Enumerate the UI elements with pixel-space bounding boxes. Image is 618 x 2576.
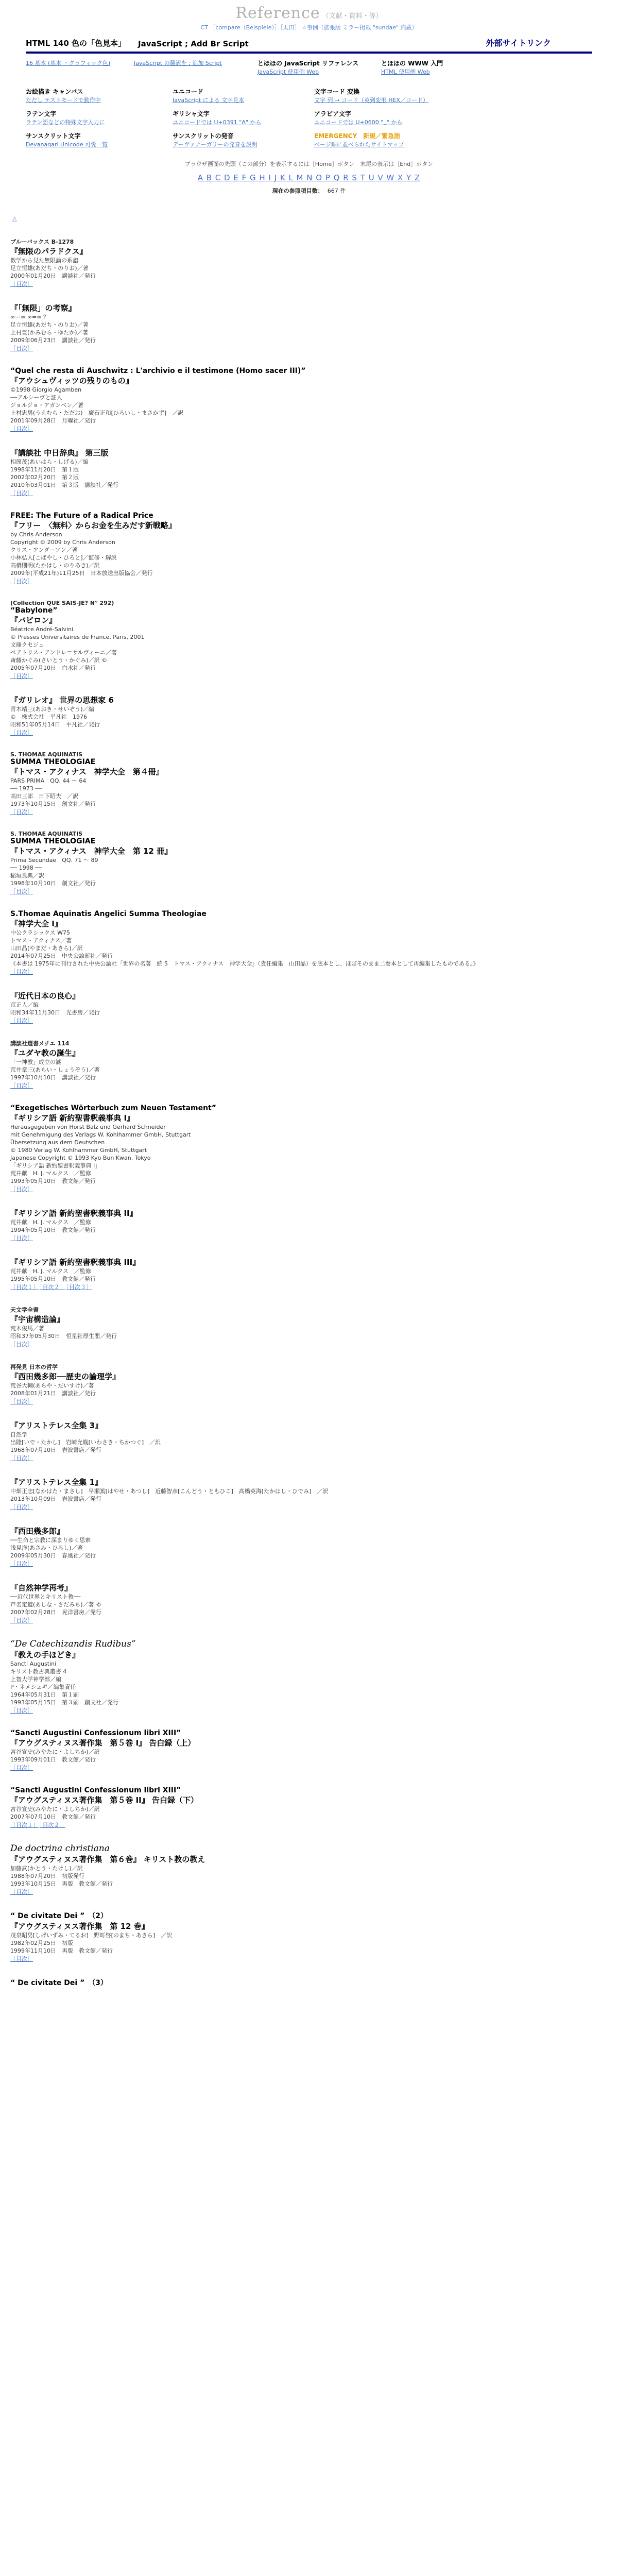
entry-detail: 1995年05月10日 教文館／発行	[10, 1276, 96, 1282]
alphabet-index[interactable]	[0, 173, 618, 182]
tool-link[interactable]: ただし テストモードで動作中	[26, 97, 101, 104]
entry-detail: ── 1973 ──	[10, 785, 42, 792]
reference-count	[0, 187, 618, 195]
tool-title: お絵描き キャンバス	[26, 88, 83, 95]
tool-sanskrit[interactable]	[26, 131, 167, 148]
entry-title: 『アウグスティヌス著作集 第６巻』 キリスト教の教え	[10, 1855, 205, 1864]
entry-detail: 浅見洋(あさみ・ひろし)／著	[10, 1545, 83, 1551]
reference-entry	[10, 910, 603, 976]
tool-link[interactable]: JavaScript による 文字見本	[173, 97, 245, 104]
entry-detail: 数学から見た無限論の系譜	[10, 257, 78, 264]
toc-link[interactable]: ［目次］	[10, 1889, 33, 1895]
entry-original-title: “Babylone”	[10, 606, 58, 615]
nav-breadcrumb[interactable]	[0, 23, 618, 31]
toc-link[interactable]: ［目次３］	[66, 1284, 92, 1291]
tool-title: サンスクリット文字	[26, 132, 81, 140]
nav-javascript[interactable]: JavaScript ; Add Br Script	[138, 39, 249, 48]
entry-series: ブルーバックス B-1278	[10, 239, 74, 245]
tool-link[interactable]: デーヴァナーガリーの発音を説明	[173, 141, 258, 148]
entry-original-title: “ De civitate Dei ” （2）	[10, 1912, 108, 1920]
entry-detail: 2009年06月23日 講談社／発行	[10, 337, 96, 344]
toc-link[interactable]: ［目次］	[10, 1707, 33, 1714]
entry-title: 『ギリシア語 新約聖書釈義事典 II』	[10, 1209, 138, 1218]
subnav-link[interactable]: JavaScript 使用例 Web	[258, 69, 319, 75]
entry-title: 『トマス・アクィナス 神学大全 第 12 冊』	[10, 846, 173, 856]
entry-detail: 昭和37年05月30日 恒星社厚生閣／発行	[10, 1333, 117, 1340]
entry-title: 『トマス・アクィナス 神学大全 第４冊』	[10, 767, 164, 776]
subnav-title: とほほの JavaScript リファレンス	[258, 60, 359, 67]
entry-detail: 2005年07月10日 白水社／発行	[10, 665, 96, 671]
reference-entry	[10, 238, 603, 288]
entry-original-title: “Exegetisches Wörterbuch zum Neuen Testament”	[10, 1104, 216, 1112]
entry-detail: トマス・アクィナス／著	[10, 937, 72, 944]
entry-detail: 2009年(平成21年)11月25日 日本放送出版協会／発行	[10, 570, 153, 577]
entry-detail: 荒井献 H. J. マルクス ／監修	[10, 1170, 91, 1177]
site-subtitle: （文献・資料・等）	[322, 12, 383, 20]
entry-detail: 2002年02月20日 第２版	[10, 474, 79, 481]
entry-series: S. THOMAE AQUINATIS	[10, 831, 83, 837]
entry-detail: 《本書は 1975年に刊行された中央公論社「世界の名著 続 5 トマス・アクィナス 神学大全」（責任編集 山田晶）を底本とし、ほぼそのまま二巻本として再編集したものである。》	[10, 960, 479, 967]
entry-detail: 1973年10月15日 創文社／発行	[10, 801, 96, 807]
entry-original-title: De doctrina christiana	[10, 1843, 110, 1854]
entry-detail: 小林弘人[こばやし・ひろと]／監修・解説	[10, 554, 117, 561]
reference-entry	[10, 1306, 603, 1348]
reference-list	[10, 238, 603, 1988]
toc-link[interactable]: ［目次］	[10, 281, 33, 287]
tool-latin[interactable]	[26, 109, 167, 126]
entry-detail: 昭和51年05月14日 平凡社／発行	[10, 721, 100, 728]
entry-series: 天文学全書	[10, 1307, 39, 1313]
tool-empty	[456, 109, 597, 126]
entry-detail: 1994年05月10日 教文館／発行	[10, 1227, 96, 1233]
entry-detail: 稲垣良典／訳	[10, 872, 44, 879]
entry-detail: 高田三郎 日下昭夫 ／訳	[10, 793, 78, 800]
entry-detail: © 株式会社 平凡社 1976	[10, 714, 87, 720]
entry-title: 『「無限」の考察』	[10, 303, 76, 313]
entry-original-title: “Sancti Augustini Confessionum libri XIII”	[10, 1786, 181, 1794]
entry-detail: 中公クラシックス W75	[10, 929, 71, 936]
entry-detail: 1964年05月31日 第１刷	[10, 1691, 79, 1698]
tool-title: ユニコード	[173, 88, 204, 95]
tool-link[interactable]: 文字 列 → コード（英到変形 HEX／コード）	[314, 97, 428, 104]
entry-links	[10, 425, 603, 433]
entry-title: 『西田幾多郎』	[10, 1527, 65, 1536]
tool-emergency[interactable]	[314, 131, 451, 148]
entry-links	[10, 489, 603, 497]
entry-detail: 2009年05月30日 春風社／発行	[10, 1552, 96, 1559]
entry-title: 『アリストテレス全集 3』	[10, 1421, 103, 1430]
subnav-cell	[26, 59, 113, 76]
entry-links	[10, 887, 603, 895]
reference-entry	[10, 1910, 603, 1963]
entry-detail: 2001年09月28日 月曜社／発行	[10, 417, 96, 424]
entry-series: 再発見 日本の哲学	[10, 1364, 58, 1370]
toc-link[interactable]: ［目次］	[10, 1341, 33, 1348]
entry-series: S. THOMAE AQUINATIS	[10, 751, 83, 758]
entry-original-title: FREE: The Future of a Radical Price	[10, 512, 153, 520]
entry-links	[10, 808, 603, 816]
toc-link[interactable]: ［目次］	[10, 1398, 33, 1405]
toc-link[interactable]: ［目次］	[10, 1455, 33, 1462]
entry-title: 『講談社 中日辞典』 第三版	[10, 448, 109, 457]
entry-links	[10, 1283, 603, 1291]
entry-detail: 1988年07月20日 初版発行	[10, 1873, 84, 1879]
entry-links	[10, 1706, 603, 1715]
entry-title: 『西田幾多郎──歴史の論理学』	[10, 1372, 121, 1381]
tool-greek[interactable]	[173, 109, 309, 126]
entry-detail: 宮谷宣史(みやたに・よしちか)／訳	[10, 1806, 100, 1812]
count-value: 667 件	[327, 188, 346, 194]
reference-entry	[10, 1977, 603, 1988]
reference-entry	[10, 1420, 603, 1462]
reference-entry	[10, 694, 603, 737]
entry-detail: 2007年07月10日 教文館／発行	[10, 1814, 96, 1820]
entry-detail: 荒谷大輔(あらや・だいすけ)／著	[10, 1382, 94, 1389]
entry-detail: © 1980 Verlag W. Kohlhammer GmbH, Stuttgart	[10, 1147, 147, 1154]
entry-original-title: “Sancti Augustini Confessionum libri XIII”	[10, 1729, 181, 1737]
tool-title: EMERGENCY 新規／緊急語	[314, 132, 401, 140]
toc-link[interactable]: ［目次］	[10, 1018, 33, 1024]
entry-detail: 1999年11月10日 再版 教文館／発行	[10, 1947, 113, 1954]
toc-link[interactable]: ［目次］	[10, 1561, 33, 1567]
entry-links	[10, 1340, 603, 1348]
tool-link[interactable]: ページ順に並べられたサイトマップ	[314, 141, 404, 148]
entry-title: 『ガリレオ』 世界の思想家 6	[10, 696, 114, 705]
toc-link[interactable]: ［目次］	[10, 1186, 33, 1193]
entry-detail: 上智大学神学部／編	[10, 1676, 61, 1683]
entry-detail: 相原茂(あいはら・しげる)／編	[10, 459, 89, 465]
entry-detail: 1993年09月01日 教文館／発行	[10, 1756, 96, 1763]
entry-detail: 上村忠男(うえむら・ただお) 廣石正和[ひろいし・まさかず] ／訳	[10, 410, 184, 416]
entry-detail: 荒井献 H. J. マルクス ／監修	[10, 1219, 91, 1226]
reference-entry	[10, 1729, 603, 1772]
entry-detail: ──アルシーヴと証人	[10, 394, 62, 401]
entry-title: 『アウグスティヌス著作集 第５巻 I』 告白録（上）	[10, 1738, 196, 1748]
entry-links	[10, 1454, 603, 1462]
entry-original-title: SUMMA THEOLOGIAE	[10, 758, 96, 766]
tool-title: ラテン文字	[26, 110, 57, 117]
toc-link[interactable]: ［目次］	[10, 1617, 33, 1624]
entry-title: 『アウグスティヌス著作集 第 12 巻』	[10, 1922, 149, 1931]
entry-detail: 1998年11月20日 第１版	[10, 466, 79, 473]
entry-detail: 1993年05月10日 教文館／発行	[10, 1178, 96, 1184]
entry-detail: Herausgegeben von Horst Balz und Gerhard Schneider	[10, 1124, 166, 1130]
entry-detail: 「一神教」成立の謎	[10, 1059, 61, 1065]
entry-detail: 加藤武(かとう・たけし)／訳	[10, 1865, 83, 1872]
entry-detail: 1968年07月10日 岩波書店／発行	[10, 1447, 101, 1453]
entry-detail: 自然学	[10, 1431, 27, 1438]
tool-empty	[456, 87, 597, 104]
reference-entry	[10, 1039, 603, 1090]
tool-link[interactable]: ユニコードでは U+0391 "A" から	[173, 119, 262, 126]
entry-links	[10, 344, 603, 352]
tool-link[interactable]: Devanagari Unicode 可愛一覧	[26, 141, 108, 148]
entry-detail: 「ギリシア語 新約聖書釈義事典 I」	[10, 1162, 101, 1169]
entry-links	[10, 1397, 603, 1405]
toc-link[interactable]: ［目次］	[10, 1235, 33, 1242]
tool-unicode[interactable]	[173, 87, 309, 104]
entry-detail: 2013年10月09日 岩波書店／発行	[10, 1496, 101, 1502]
tool-title: サンスクリットの発音	[173, 132, 234, 140]
reference-entry	[10, 831, 603, 895]
entry-detail: 1998年10月10日 創文社／発行	[10, 880, 96, 887]
reference-entry	[10, 1639, 603, 1715]
entry-original-title: “Quel che resta di Auschwitz : L'archivio e il testimone (Homo sacer III)”	[10, 367, 306, 375]
entry-detail: 宮谷宣史(みやたに・よしちか)／訳	[10, 1749, 100, 1755]
entry-detail: ── 1998 ──	[10, 865, 42, 871]
tool-empty	[456, 131, 597, 148]
entry-links	[10, 728, 603, 737]
reference-entry	[10, 600, 603, 680]
toc-link[interactable]: ［目次］	[10, 673, 33, 680]
entry-detail: Prima Secundae QQ. 71 ～ 89	[10, 857, 98, 863]
tool-link[interactable]: ユニコードでは U+0600 "؀" から	[314, 119, 403, 126]
subnav-cell	[258, 59, 360, 76]
subnav-link[interactable]: 16 基本 (基本 ・グラフィック色)	[26, 60, 111, 66]
entry-links	[10, 1560, 603, 1568]
toc-link[interactable]: ［目次］	[10, 888, 33, 895]
entry-title: 『無限のパラドクス』	[10, 247, 88, 256]
toc-link[interactable]: ［目次］	[10, 1956, 33, 1962]
tool-arabic[interactable]	[314, 109, 451, 126]
reference-entry	[10, 1786, 603, 1829]
entry-detail: 1993年10月15日 再版 教文館／発行	[10, 1880, 113, 1887]
entry-detail: 昭和34年11月30日 光書房／発行	[10, 1009, 100, 1016]
entry-detail: ベアトリス・アンドレ＝サルヴィーニ／著	[10, 649, 117, 656]
entry-detail: Übersetzung aus dem Deutschen	[10, 1139, 105, 1146]
entry-detail: PARS PRIMA QQ. 44 ～ 64	[10, 777, 87, 784]
entry-detail: 1997年10月10日 講談社／発行	[10, 1074, 96, 1081]
entry-detail: 足立恒雄(あだち・のりお)／著	[10, 265, 89, 272]
reference-entry	[10, 1208, 603, 1242]
entry-links	[10, 1081, 603, 1090]
nav-color-sample[interactable]: HTML 140 色の「色見本」	[26, 39, 126, 48]
entry-detail: キリスト教古典叢書 4	[10, 1668, 67, 1675]
entry-original-title: SUMMA THEOLOGIAE	[10, 837, 96, 845]
entry-links	[10, 1234, 603, 1242]
subnav-link[interactable]: JavaScript の翻訳を ; 追加 Script	[134, 60, 222, 66]
top-nav	[26, 37, 592, 54]
entry-links	[10, 1616, 603, 1624]
entry-series: 講談社選書メチエ 114	[10, 1040, 70, 1047]
reference-entry	[10, 302, 603, 352]
toc-link[interactable]: ［目次］	[10, 490, 33, 497]
subnav-cell	[134, 59, 237, 76]
entry-links	[10, 577, 603, 585]
nav-breadcrumb-link[interactable]: CT ［compare（Beispiele）］［太田］ ☆事例（拡張版 ミラー掲載 "sundae" 内蔵）	[200, 24, 418, 31]
tool-grid	[26, 87, 592, 148]
toc-link[interactable]: ［目次］	[10, 1765, 33, 1771]
entry-detail: 2008年01月21日 講談社／発行	[10, 1390, 96, 1397]
entry-links	[10, 280, 603, 288]
reference-entry	[10, 1477, 603, 1511]
toc-link[interactable]: ［目次１］	[10, 1822, 39, 1828]
reference-entry	[10, 1257, 603, 1291]
toc-link[interactable]: ［目次］	[10, 578, 33, 585]
site-header	[0, 0, 618, 31]
entry-title: 『自然神学再考』	[10, 1583, 73, 1592]
entry-links	[10, 1821, 603, 1829]
toc-link[interactable]: ［目次１］	[10, 1284, 39, 1291]
nav-external-links[interactable]: 外部サイトリンク	[486, 38, 551, 48]
entry-detail: 芦名定道(あしな・さだみち)／著 ©	[10, 1601, 102, 1608]
tool-title: 文字コード 変換	[314, 88, 360, 95]
entry-detail: by Chris Anderson	[10, 531, 62, 538]
entry-detail: ジョルジョ・アガンベン／著	[10, 402, 84, 409]
entry-original-title: “De Catechizandis Rudibus”	[10, 1639, 136, 1649]
reference-entry	[10, 1104, 603, 1193]
entry-detail: 荒木俊馬／著	[10, 1325, 44, 1332]
entry-links	[10, 1185, 603, 1193]
reference-entry	[10, 447, 603, 497]
toc-link[interactable]: ［目次２］	[40, 1284, 65, 1291]
entry-detail: 荒井献 H. J. マルクス ／監修	[10, 1268, 91, 1275]
entry-title: 『フリー 〈無料〉からお金を生みだす新戦略』	[10, 521, 176, 530]
subnav-link[interactable]: HTML 使用例 Web	[381, 69, 430, 75]
entry-detail: Japanese Copyright © 1993 Kyo Bun Kwan, Tokyo	[10, 1155, 151, 1161]
entry-title: 『アリストテレス全集 1』	[10, 1478, 103, 1487]
reference-entry	[10, 1526, 603, 1568]
entry-detail: 中畑正志[なかはた・まさし] 早瀬篤[はやせ・あつし] 近藤智彦[こんどう・ともひこ] 高橋英海[たかはし・ひでみ] ／訳	[10, 1488, 329, 1495]
entry-links	[10, 1888, 603, 1896]
entry-detail: 青木靖三(あおき・せいぞう)／編	[10, 706, 94, 713]
entry-detail: Béatrice André-Salvini	[10, 626, 74, 633]
reference-entry	[10, 512, 603, 585]
entry-detail: ──生命と宗教に深まりゆく思索	[10, 1537, 91, 1544]
entry-detail: 2010年03月01日 第３版 講談社／発行	[10, 482, 118, 488]
entry-detail: Copyright © 2009 by Chris Anderson	[10, 539, 115, 546]
tool-sanskrit-pronunciation[interactable]	[173, 131, 309, 148]
toc-link[interactable]: ［目次］	[10, 730, 33, 736]
entry-detail: Sancti Augustini	[10, 1660, 57, 1667]
tool-title: アラビア文字	[314, 110, 352, 117]
entry-detail: 2007年02月28日 晃洋書房／発行	[10, 1609, 101, 1616]
site-title	[0, 4, 618, 22]
entry-detail: 1993年05月15日 第３刷 創文社／発行	[10, 1699, 118, 1706]
entry-links	[10, 672, 603, 680]
entry-detail: 出隆[いで・たかし] 岩崎允胤[いわさき・ちかつぐ] ／訳	[10, 1439, 161, 1446]
entry-detail: 荒正人／編	[10, 1002, 39, 1008]
toc-link[interactable]: ［目次］	[10, 1504, 33, 1511]
entry-detail: 斎藤かぐみ(さいとう・かぐみ)／訳 ©	[10, 657, 108, 664]
entry-detail: クリス・アンダーソン／著	[10, 547, 78, 553]
entry-links	[10, 1764, 603, 1772]
entry-links	[10, 1503, 603, 1511]
toc-link[interactable]: ［目次］	[10, 809, 33, 816]
tool-char-convert[interactable]	[314, 87, 451, 104]
entry-title: 『宇宙構造論』	[10, 1315, 65, 1324]
reference-entry	[10, 1843, 603, 1896]
alphabet-links[interactable]: A B C D E F G H I J K L M N O P Q R S T U V W X Y Z	[197, 173, 421, 182]
sub-nav-row	[26, 59, 592, 76]
entry-detail: 1982年02月25日 初版	[10, 1940, 73, 1946]
entry-title: 『アウシュヴィッツの残りのもの』	[10, 376, 133, 385]
entry-title: 『ギリシア語 新約聖書釈義事典 I』	[10, 1113, 135, 1123]
reference-entry	[10, 1363, 603, 1405]
entry-original-title: S.Thomae Aquinatis Angelici Summa Theologiae	[10, 910, 207, 918]
entry-detail: mit Genehmigung des Verlags W. Kohlhammer GmbH, Stuttgart	[10, 1131, 191, 1138]
entry-detail: © Presses Universitaires de France, Paris, 2001	[10, 634, 145, 640]
entry-detail: ──近代世界とキリスト教──	[10, 1594, 81, 1600]
tool-link[interactable]: ラテン語などの特殊文字入力に	[26, 119, 105, 126]
entry-title: 『神学大全 I』	[10, 919, 62, 928]
reference-entry	[10, 751, 603, 816]
toc-link[interactable]: ［目次］	[10, 1082, 33, 1089]
entry-detail: ∞ー∞ ∞=∞ ？	[10, 314, 49, 320]
entry-detail: 文庫クセジュ	[10, 641, 44, 648]
navigation-guide: ブラウザ画面の先頭（この部分）を表示するには［Home］ボタン 末尾の表示は［End］ボタン	[184, 161, 434, 167]
entry-detail: ©1998 Giorgio Agamben	[10, 386, 82, 393]
reference-entry	[10, 1582, 603, 1624]
toc-link[interactable]: ［目次］	[10, 426, 33, 432]
entry-links	[10, 1955, 603, 1963]
toc-link[interactable]: ［目次］	[10, 969, 33, 975]
entry-detail: P・ネメシェギ／編集責任	[10, 1684, 76, 1690]
entry-title: 『アウグスティヌス著作集 第５巻 II』 告白録（下）	[10, 1795, 198, 1805]
entry-links	[10, 1016, 603, 1025]
entry-title: 『ユダヤ教の誕生』	[10, 1048, 80, 1058]
entry-title: 『近代日本の良心』	[10, 991, 80, 1001]
entry-detail: 2000年01月20日 講談社／発行	[10, 273, 96, 279]
site-title-text: Reference	[235, 4, 320, 22]
tool-canvas[interactable]	[26, 87, 167, 104]
count-label: 現在の参照項目数：	[272, 188, 323, 194]
subnav-cell	[381, 59, 484, 76]
entry-detail: 高橋則明(たかはし・のりあき)／訳	[10, 562, 100, 569]
entry-title: 『教えの手ほどき』	[10, 1650, 80, 1659]
entry-links	[10, 968, 603, 976]
entry-detail: 荒井章三(あらい・しょうぞう)／著	[10, 1066, 100, 1073]
reference-entry	[10, 367, 603, 433]
entry-detail: 山田晶(やまだ・あきら)／訳	[10, 945, 83, 952]
entry-title: 『バビロン』	[10, 616, 57, 625]
toc-link[interactable]: ［目次］	[10, 345, 33, 352]
entry-original-title: “ De civitate Dei ” （3）	[10, 1979, 108, 1987]
tool-title: ギリシャ文字	[173, 110, 210, 117]
subnav-title: とほほの WWW 入門	[381, 60, 443, 67]
entry-detail: 足立恒雄(あだち・のりお)／著	[10, 321, 89, 328]
entry-detail: 上村豊(かみむら・ゆたか)／著	[10, 329, 89, 336]
entry-detail: 茂泉昭男[しげいずみ・てるお] 野町啓[のまち・あきら] ／訳	[10, 1932, 173, 1939]
toc-link[interactable]: ［目次２］	[40, 1822, 65, 1828]
entry-detail: 2014年07月25日 中央公論新社／発行	[10, 953, 113, 959]
reference-entry	[10, 990, 603, 1025]
entry-series: (Collection QUE SAIS-JE? N° 292)	[10, 600, 114, 606]
entry-title: 『ギリシア語 新約聖書釈義事典 III』	[10, 1258, 141, 1267]
top-anchor-link[interactable]: △	[12, 215, 17, 222]
